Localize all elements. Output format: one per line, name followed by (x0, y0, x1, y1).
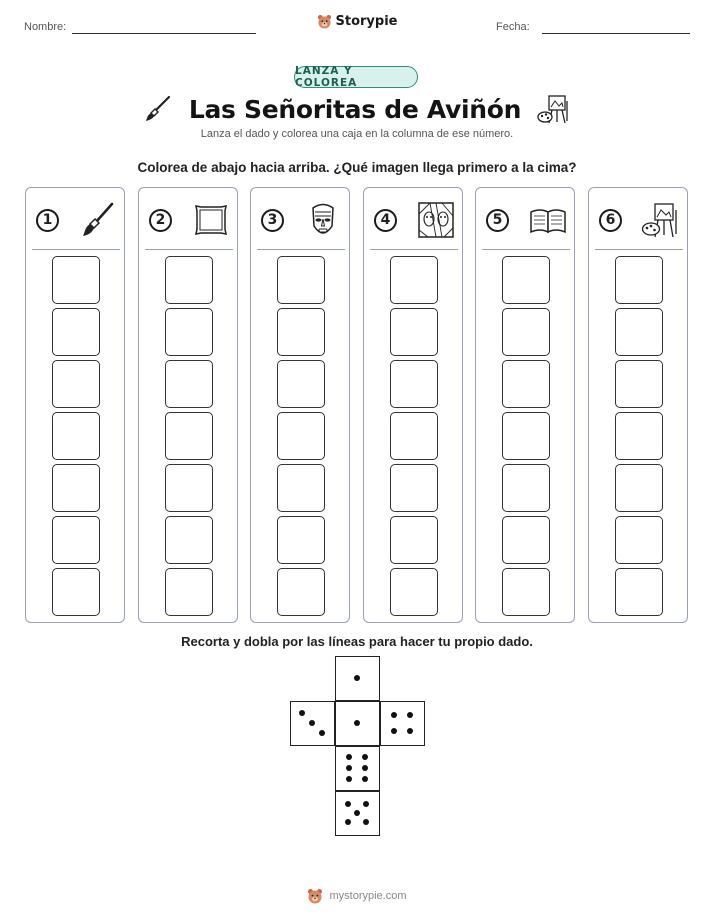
color-box[interactable] (277, 256, 325, 304)
dice-pip (346, 776, 352, 782)
color-box[interactable] (52, 516, 100, 564)
dice-pip (354, 810, 360, 816)
color-box[interactable] (52, 256, 100, 304)
color-box[interactable] (52, 412, 100, 460)
column-divider (257, 249, 345, 250)
color-box[interactable] (502, 308, 550, 356)
column-divider (32, 249, 120, 250)
color-box[interactable] (615, 516, 663, 564)
paintbrush-icon (78, 200, 118, 240)
dice-face-left (290, 701, 335, 746)
date-line[interactable] (542, 33, 690, 34)
color-box[interactable] (277, 360, 325, 408)
color-box[interactable] (615, 256, 663, 304)
column-number: 4 (374, 209, 397, 232)
dice-face-bottom (335, 791, 380, 836)
column-1 (25, 187, 125, 623)
dice-pip (345, 819, 351, 825)
column-6 (588, 187, 688, 623)
dice-pip (407, 712, 413, 718)
easel-palette-icon (641, 200, 681, 240)
subtitle: Lanza el dado y colorea una caja en la columna de ese número. (200, 128, 514, 140)
column-number: 5 (486, 209, 509, 232)
dice-pip (363, 819, 369, 825)
color-box[interactable] (502, 568, 550, 616)
color-box[interactable] (52, 464, 100, 512)
color-box[interactable] (615, 464, 663, 512)
column-number: 6 (599, 209, 622, 232)
color-box[interactable] (390, 412, 438, 460)
color-box[interactable] (615, 308, 663, 356)
column-3 (250, 187, 350, 623)
color-box[interactable] (165, 256, 213, 304)
column-5 (475, 187, 575, 623)
color-box[interactable] (390, 308, 438, 356)
dice-pip (346, 765, 352, 771)
dice-face-center (335, 701, 380, 746)
dice-pip (391, 712, 397, 718)
dice-pip (299, 710, 305, 716)
column-number: 1 (36, 209, 59, 232)
column-header (259, 198, 343, 242)
column-divider (145, 249, 233, 250)
page-title: Las Señoritas de Aviñón (188, 94, 522, 124)
color-box[interactable] (277, 412, 325, 460)
color-box[interactable] (615, 412, 663, 460)
color-box[interactable] (502, 516, 550, 564)
color-box[interactable] (165, 360, 213, 408)
column-header (372, 198, 456, 242)
dice-pip (319, 730, 325, 736)
dice-pip (363, 801, 369, 807)
easel-palette-icon (537, 93, 571, 125)
color-box[interactable] (277, 464, 325, 512)
blank-canvas-icon (191, 200, 231, 240)
dice-pip (391, 728, 397, 734)
column-header (34, 198, 118, 242)
dice-face-right (380, 701, 425, 746)
tribal-mask-icon (303, 200, 343, 240)
activity-badge: LANZA Y COLOREA (294, 66, 418, 88)
brand (0, 14, 714, 29)
column-divider (482, 249, 570, 250)
color-box[interactable] (615, 360, 663, 408)
dice-pip (309, 720, 315, 726)
dice-pip (362, 776, 368, 782)
footer (0, 888, 714, 904)
column-divider (595, 249, 683, 250)
color-box[interactable] (390, 360, 438, 408)
title-row (0, 91, 714, 127)
color-box[interactable] (52, 568, 100, 616)
color-box[interactable] (502, 256, 550, 304)
bear-logo-icon (317, 14, 332, 29)
color-box[interactable] (502, 360, 550, 408)
name-line[interactable] (72, 33, 256, 34)
name-label: Nombre: (24, 21, 67, 33)
dice-pip (362, 765, 368, 771)
dice-pip (362, 754, 368, 760)
column-number: 2 (149, 209, 172, 232)
color-box[interactable] (165, 308, 213, 356)
color-box[interactable] (390, 568, 438, 616)
color-box[interactable] (390, 516, 438, 564)
paintbrush-icon (143, 94, 173, 124)
color-box[interactable] (52, 308, 100, 356)
dice-face-top (335, 656, 380, 701)
brand-name: Storypie (335, 14, 398, 29)
bear-logo-icon (307, 888, 323, 904)
color-box[interactable] (165, 464, 213, 512)
column-header (147, 198, 231, 242)
dice-pip (346, 754, 352, 760)
footer-url[interactable]: mystorypie.com (329, 890, 407, 902)
dice-net (290, 656, 424, 836)
cubist-faces-icon (416, 200, 456, 240)
color-box[interactable] (165, 568, 213, 616)
color-box[interactable] (502, 464, 550, 512)
column-number: 3 (261, 209, 284, 232)
color-box[interactable] (277, 516, 325, 564)
color-box[interactable] (615, 568, 663, 616)
color-box[interactable] (277, 308, 325, 356)
color-box[interactable] (502, 412, 550, 460)
date-label: Fecha: (496, 21, 530, 33)
dice-pip (354, 675, 360, 681)
column-divider (370, 249, 458, 250)
dice-pip (407, 728, 413, 734)
column-header (484, 198, 568, 242)
color-box[interactable] (52, 360, 100, 408)
column-2 (138, 187, 238, 623)
color-box[interactable] (165, 412, 213, 460)
dice-pip (345, 801, 351, 807)
color-box[interactable] (390, 256, 438, 304)
dice-face-below-center (335, 746, 380, 791)
color-box[interactable] (165, 516, 213, 564)
column-4 (363, 187, 463, 623)
column-header (597, 198, 681, 242)
open-book-icon (528, 200, 568, 240)
instruction: Colorea de abajo hacia arriba. ¿Qué imagen llega primero a la cima? (137, 160, 577, 175)
cut-instruction: Recorta y dobla por las líneas para hacer tu propio dado. (181, 634, 533, 649)
color-box[interactable] (390, 464, 438, 512)
dice-pip (354, 720, 360, 726)
color-box[interactable] (277, 568, 325, 616)
